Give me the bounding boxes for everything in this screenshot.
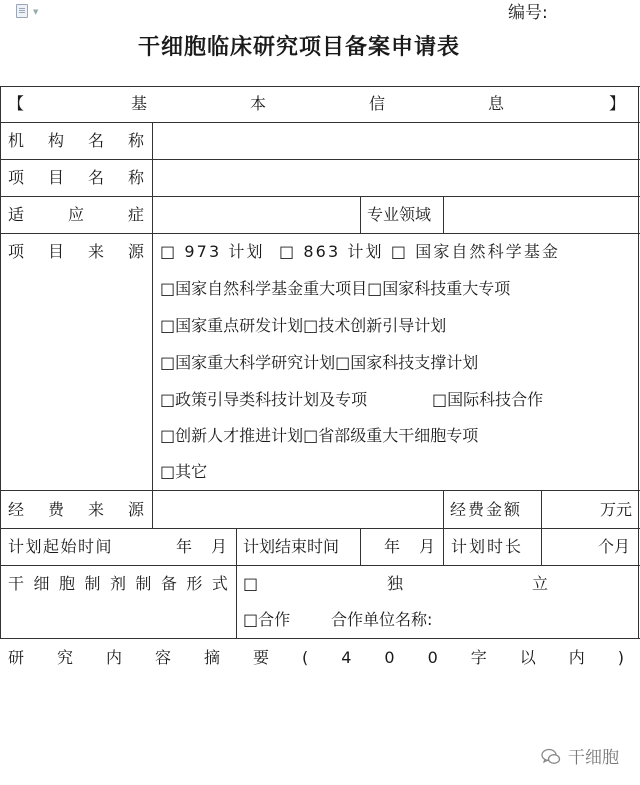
cooperation-unit-label: 合作单位名称: xyxy=(331,610,433,629)
table-right-border xyxy=(638,86,639,638)
field-divider xyxy=(236,528,237,638)
field-divider xyxy=(360,196,361,233)
source-option-line[interactable]: □国际科技合作 xyxy=(432,390,544,409)
row-divider xyxy=(0,528,640,529)
source-option-line[interactable]: □政策引导类科技计划及专项 xyxy=(160,390,368,409)
row-divider xyxy=(0,233,640,234)
watermark-text: 干细胞 xyxy=(568,748,619,768)
funding-source-label: 经 费 来 源 xyxy=(8,500,144,519)
indication-field[interactable] xyxy=(153,197,360,233)
end-year-unit: 年 xyxy=(384,537,401,556)
section-title-char: 基 xyxy=(131,94,148,113)
document-icon xyxy=(16,4,28,18)
wechat-bubble-icon xyxy=(541,748,561,771)
independent-option[interactable]: □ 独 立 xyxy=(243,574,548,593)
start-month-unit: 月 xyxy=(211,537,228,556)
source-option-line[interactable]: □ 973 计划 □ 863 计划 □ 国家自然科学基金 xyxy=(160,242,561,261)
field-divider xyxy=(360,528,361,565)
institution-name-label: 机 构 名 称 xyxy=(8,131,144,150)
section-title-char: 息 xyxy=(488,94,505,113)
row-divider xyxy=(0,565,640,566)
project-name-label: 项 目 名 称 xyxy=(8,168,144,187)
section-bracket-right: 】 xyxy=(609,94,626,113)
specialty-field-input[interactable] xyxy=(444,197,638,233)
dropdown-arrow-icon[interactable]: ▼ xyxy=(33,8,39,16)
source-option-line[interactable]: □国家自然科学基金重大项目□国家科技重大专项 xyxy=(160,279,511,298)
section-title-char: 本 xyxy=(250,94,267,113)
indication-label: 适 应 症 xyxy=(8,205,144,224)
form-title: 干细胞临床研究项目备案申请表 xyxy=(138,35,461,60)
institution-name-field[interactable] xyxy=(153,123,638,159)
plan-start-label: 计划起始时间 xyxy=(8,537,114,556)
funding-amount-field[interactable] xyxy=(542,491,600,528)
table-left-border xyxy=(0,86,1,638)
row-divider xyxy=(0,638,640,639)
preparation-form-label: 干 细 胞 制 剂 制 备 形 式 xyxy=(8,574,228,593)
funding-unit: 万元 xyxy=(600,500,633,519)
specialty-field-label: 专业领域 xyxy=(367,205,432,224)
research-abstract-label: 研 究 内 容 摘 要 ( 4 0 0 字 以 内 ) xyxy=(8,648,624,667)
plan-duration-label: 计划时长 xyxy=(451,537,524,556)
serial-number-label: 编号: xyxy=(508,3,548,23)
cooperation-option[interactable]: □合作 xyxy=(243,610,291,629)
funding-amount-label: 经费金额 xyxy=(450,500,523,519)
source-option-line[interactable]: □创新人才推进计划□省部级重大干细胞专项 xyxy=(160,426,479,445)
end-month-unit: 月 xyxy=(419,537,436,556)
research-abstract-field[interactable] xyxy=(0,672,638,742)
start-year-unit: 年 xyxy=(176,537,193,556)
field-divider xyxy=(443,490,444,565)
table-top-border xyxy=(0,86,640,87)
source-option-line[interactable]: □国家重点研发计划□技术创新引导计划 xyxy=(160,316,447,335)
source-option-line[interactable]: □其它 xyxy=(160,462,208,481)
section-bracket-left: 【 xyxy=(8,94,25,113)
duration-unit: 个月 xyxy=(598,537,631,556)
funding-source-field[interactable] xyxy=(153,491,443,528)
plan-end-label: 计划结束时间 xyxy=(243,537,340,556)
project-source-label: 项 目 来 源 xyxy=(8,242,144,261)
project-name-field[interactable] xyxy=(153,160,638,196)
source-option-line[interactable]: □国家重大科学研究计划□国家科技支撑计划 xyxy=(160,353,479,372)
section-title-char: 信 xyxy=(369,94,386,113)
